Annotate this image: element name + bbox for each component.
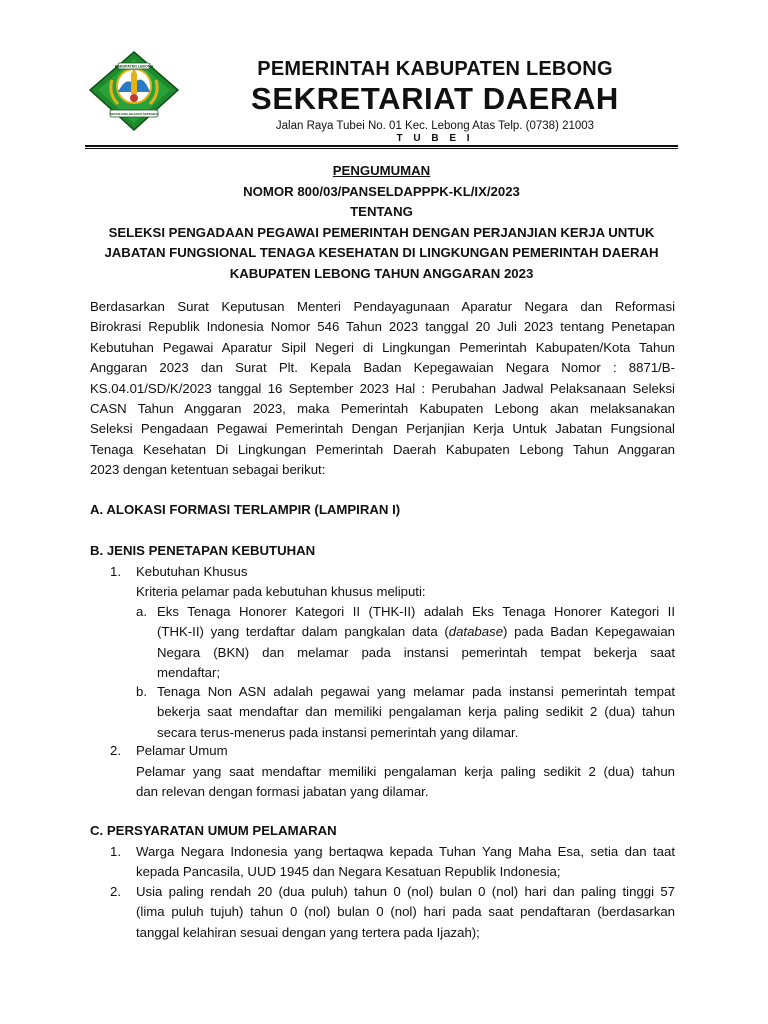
section-b-item2-title: Pelamar Umum — [136, 743, 228, 758]
logo-text-top: KABUPATEN LEBONG — [114, 64, 154, 69]
announcement-number: NOMOR 800/03/PANSELDAPPPK-KL/IX/2023 — [243, 183, 520, 199]
announcement-subject-line: KABUPATEN LEBONG TAHUN ANGGARAN 2023 — [229, 265, 534, 281]
section-a-heading: A. ALOKASI FORMASI TERLAMPIR (LAMPIRAN I) — [90, 502, 401, 517]
section-b-item1-intro: Kriteria pelamar pada kebutuhan khusus meliputi: — [136, 584, 426, 599]
intro-line: Anggaran 2023 dan Surat Plt. Kepala Badan Kepegawaian Negara Nomor : 8871/B- — [90, 360, 675, 376]
letterhead-secretariat: SEKRETARIAT DAERAH — [251, 81, 619, 116]
letterhead-rule-thick — [85, 145, 678, 147]
intro-paragraph — [90, 297, 675, 481]
section-c-item1-text — [136, 842, 675, 883]
section-b-sub-a-letter: a. — [136, 604, 147, 619]
sub-a-line: mendaftar; — [157, 665, 221, 681]
intro-line: Kebutuhan Pegawai Aparatur Sipil Negeri di Lingkungan Pemerintah Kabupaten/Kota Tahun — [90, 339, 675, 355]
section-b-sub-b-text — [157, 682, 675, 743]
section-b-sub-a-text — [157, 602, 675, 684]
intro-line: KS.04.01/SD/K/2023 tanggal 16 September 2023 Hal : Perubahan Jadwal Pelaksanaan Seleksi — [90, 380, 675, 396]
section-c-item2-number: 2. — [110, 884, 121, 899]
announcement-heading: PENGUMUMAN — [332, 163, 431, 178]
c-item1-line: kepada Pancasila, UUD 1945 dan Negara Kesatuan Republik Indonesia; — [136, 864, 561, 880]
sub-a-line2-post: ) pada Badan Kepegawaian — [503, 624, 675, 640]
item2-line: dan relevan dengan formasi jabatan yang dilamar. — [136, 784, 429, 800]
sub-b-line: secara terus-menerus pada instansi pemerintah yang dilamar. — [157, 724, 519, 740]
announcement-title — [85, 161, 678, 284]
letterhead-rule-thin — [85, 148, 678, 149]
section-c-item2-text — [136, 882, 675, 943]
c-item2-line: Usia paling rendah 20 (dua puluh) tahun 0 (nol) bulan 0 (nol) hari dan paling tinggi 57 — [136, 884, 675, 899]
letterhead-government: PEMERINTAH KABUPATEN LEBONG — [257, 58, 613, 80]
announcement-subject-line: JABATAN FUNGSIONAL TENAGA KESEHATAN DI LINGKUNGAN PEMERINTAH DAERAH — [104, 245, 659, 260]
intro-line: 2023 dengan ketentuan sebagai berikut: — [90, 462, 326, 478]
intro-line: Berdasarkan Surat Keputusan Menteri Pendayagunaan Aparatur Negara dan Reformasi — [90, 299, 675, 314]
section-b-sub-b-letter: b. — [136, 684, 147, 699]
section-b-heading: B. JENIS PENETAPAN KEBUTUHAN — [90, 543, 316, 558]
announcement-tentang: TENTANG — [350, 204, 413, 219]
section-c-item1-number: 1. — [110, 844, 121, 859]
sub-a-line: Eks Tenaga Honorer Kategori II (THK-II) adalah Eks Tenaga Honorer Kategori II — [157, 604, 675, 619]
announcement-subject-line: SELEKSI PENGADAAN PEGAWAI PEMERINTAH DENGAN PERJANJIAN KERJA UNTUK — [108, 224, 655, 240]
letterhead — [185, 56, 685, 145]
sub-b-line: Tenaga Non ASN adalah pegawai yang melamar pada instansi pemerintah tempat — [157, 684, 675, 699]
sub-a-line2-pre: (THK-II) yang terdaftar dalam pangkalan data ( — [157, 624, 449, 640]
item2-line: Pelamar yang saat mendaftar memiliki pengalaman kerja paling sedikit 2 (dua) tahun — [136, 764, 675, 779]
intro-line: Seleksi Pengadaan Pegawai Pemerintah Dengan Perjanjian Kerja Untuk Jabatan Fungsional — [90, 421, 675, 437]
sub-a-line: Negara (BKN) dan melamar pada instansi pemerintah tempat bekerja saat — [157, 644, 675, 660]
sub-a-line — [157, 622, 675, 642]
section-b-item1-title: Kebutuhan Khusus — [136, 564, 248, 579]
section-b-item1-number: 1. — [110, 564, 121, 579]
letterhead-address: Jalan Raya Tubei No. 01 Kec. Lebong Atas Telp. (0738) 21003 — [275, 120, 595, 132]
intro-line: Birokrasi Republik Indonesia Nomor 546 Tahun 2023 tanggal 20 Juli 2023 tentang Penetapan — [90, 319, 675, 335]
letterhead-city: T U B E I — [396, 133, 474, 144]
sub-b-line: bekerja saat mendaftar dan memiliki pengalaman kerja paling sedikit 2 (dua) tahun — [157, 704, 675, 720]
section-b-item2-text — [136, 762, 675, 803]
c-item2-line: tanggal kelahiran sesuai dengan yang tertera pada Ijazah); — [136, 924, 480, 940]
intro-line: CASN Tahun Anggaran 2023, maka Pemerintah Kabupaten Lebong akan melaksanakan — [90, 401, 675, 417]
intro-line: Tenaga Kesehatan Di Lingkungan Pemerintah Daerah Kabupaten Lebong Tahun Anggaran — [90, 441, 675, 457]
section-b-item2-number: 2. — [110, 743, 121, 758]
c-item1-line: Warga Negara Indonesia yang bertaqwa kepada Tuhan Yang Maha Esa, setia dan taat — [136, 844, 675, 859]
sub-a-database-term: database — [448, 624, 504, 640]
section-c-heading: C. PERSYARATAN UMUM PELAMARAN — [90, 823, 337, 838]
logo-text-bottom: SEPANJANG BEJANJI SEPANDAI — [109, 112, 159, 117]
c-item2-line: (lima puluh tujuh) tahun 0 (nol) bulan 0 (nol) hari pada saat pendaftaran (berdasarkan — [136, 904, 675, 920]
lebong-regency-logo — [88, 50, 180, 132]
